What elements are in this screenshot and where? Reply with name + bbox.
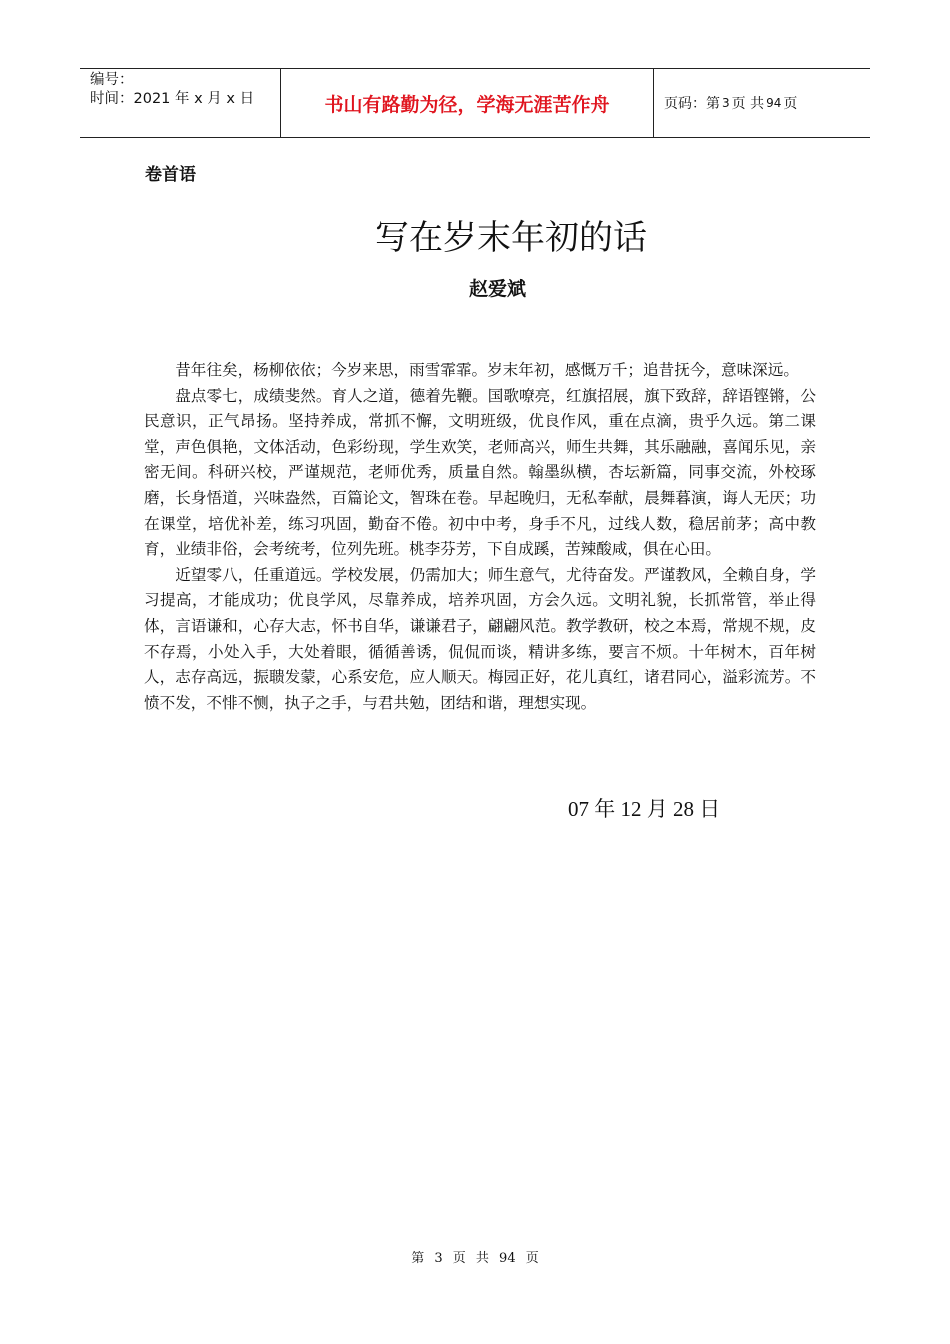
page-suffix: 页 [783, 96, 798, 112]
motto-cell [281, 69, 654, 137]
serial-label: 编号： [90, 72, 134, 88]
paragraph: 近望零八，任重道远。学校发展，仍需加大；师生意气，尤待奋发。严谨教风，全赖自身，学习提高，才能成功；优良学风，尽靠养成，培养巩固，方会久远。文明礼貌，长抓常管，举止得体，言语谦和，心存大志，怀书自华，谦谦君子，翩翩风范。教学教研，校之本焉，常规不规，皮不存焉，小处入手，大处着眼，循循善诱，侃侃而谈，精讲多练，要言不烦。十年树木，百年树人，志存高远，振聩发蒙，心系安危，应人顺天。梅园正好，花儿真红，诸君同心，溢彩流芳。不愤不发，不悱不恻，执子之手，与君共勉，团结和谐，理想实现。 [144, 565, 816, 712]
header-meta-cell [80, 69, 281, 137]
paragraph: 昔年往矣，杨柳依依；今岁来思，雨雪霏霏。岁末年初，感慨万千；追昔抚今，意味深远。 [175, 361, 799, 379]
header-table [80, 68, 870, 138]
paragraph: 盘点零七，成绩斐然。育人之道，德着先鞭。国歌嘹亮，红旗招展，旗下致辞，辞语铿锵，公民意识，正气昂扬。坚持养成，常抓不懈，文明班级，优良作风，重在点滴，贵乎久远。第二课堂，声色俱艳，文体活动，色彩纷现，学生欢笑，老师高兴，师生共舞，其乐融融，喜闻乐见，亲密无间。科研兴校，严谨规范，老师优秀，质量自然。翰墨纵横，杏坛新篇，同事交流，外校琢磨，长身悟道，兴味盎然，百篇论文，智珠在卷。早起晚归，无私奉献，晨舞暮演，诲人无厌；功在课堂，培优补差，练习巩固，勤奋不倦。初中中考，身手不凡，过线人数，稳居前茅；高中教育，业绩非俗，会考统考，位列先班。桃李芬芳，下自成蹊，苦辣酸咸，俱在心田。 [144, 386, 816, 559]
page-info-cell [654, 69, 870, 137]
date-line: 时间：2021 年 x 月 x 日 [90, 91, 255, 107]
page-mid: 页 共 [731, 96, 765, 112]
page-prefix: 页码：第 [664, 96, 720, 112]
page-total: 94 [766, 96, 782, 110]
page-current: 3 [722, 96, 730, 110]
signature-date: 07 年 12 月 28 日 [568, 797, 721, 821]
author-name: 赵爱斌 [468, 278, 526, 300]
motto: 书山有路勤为径，学海无涯苦作舟 [324, 93, 610, 116]
page-footer: 第 3 页 共 94 页 [411, 1251, 539, 1266]
body-text [144, 358, 816, 716]
section-label: 卷首语 [145, 165, 196, 185]
document-title: 写在岁末年初的话 [375, 218, 647, 258]
